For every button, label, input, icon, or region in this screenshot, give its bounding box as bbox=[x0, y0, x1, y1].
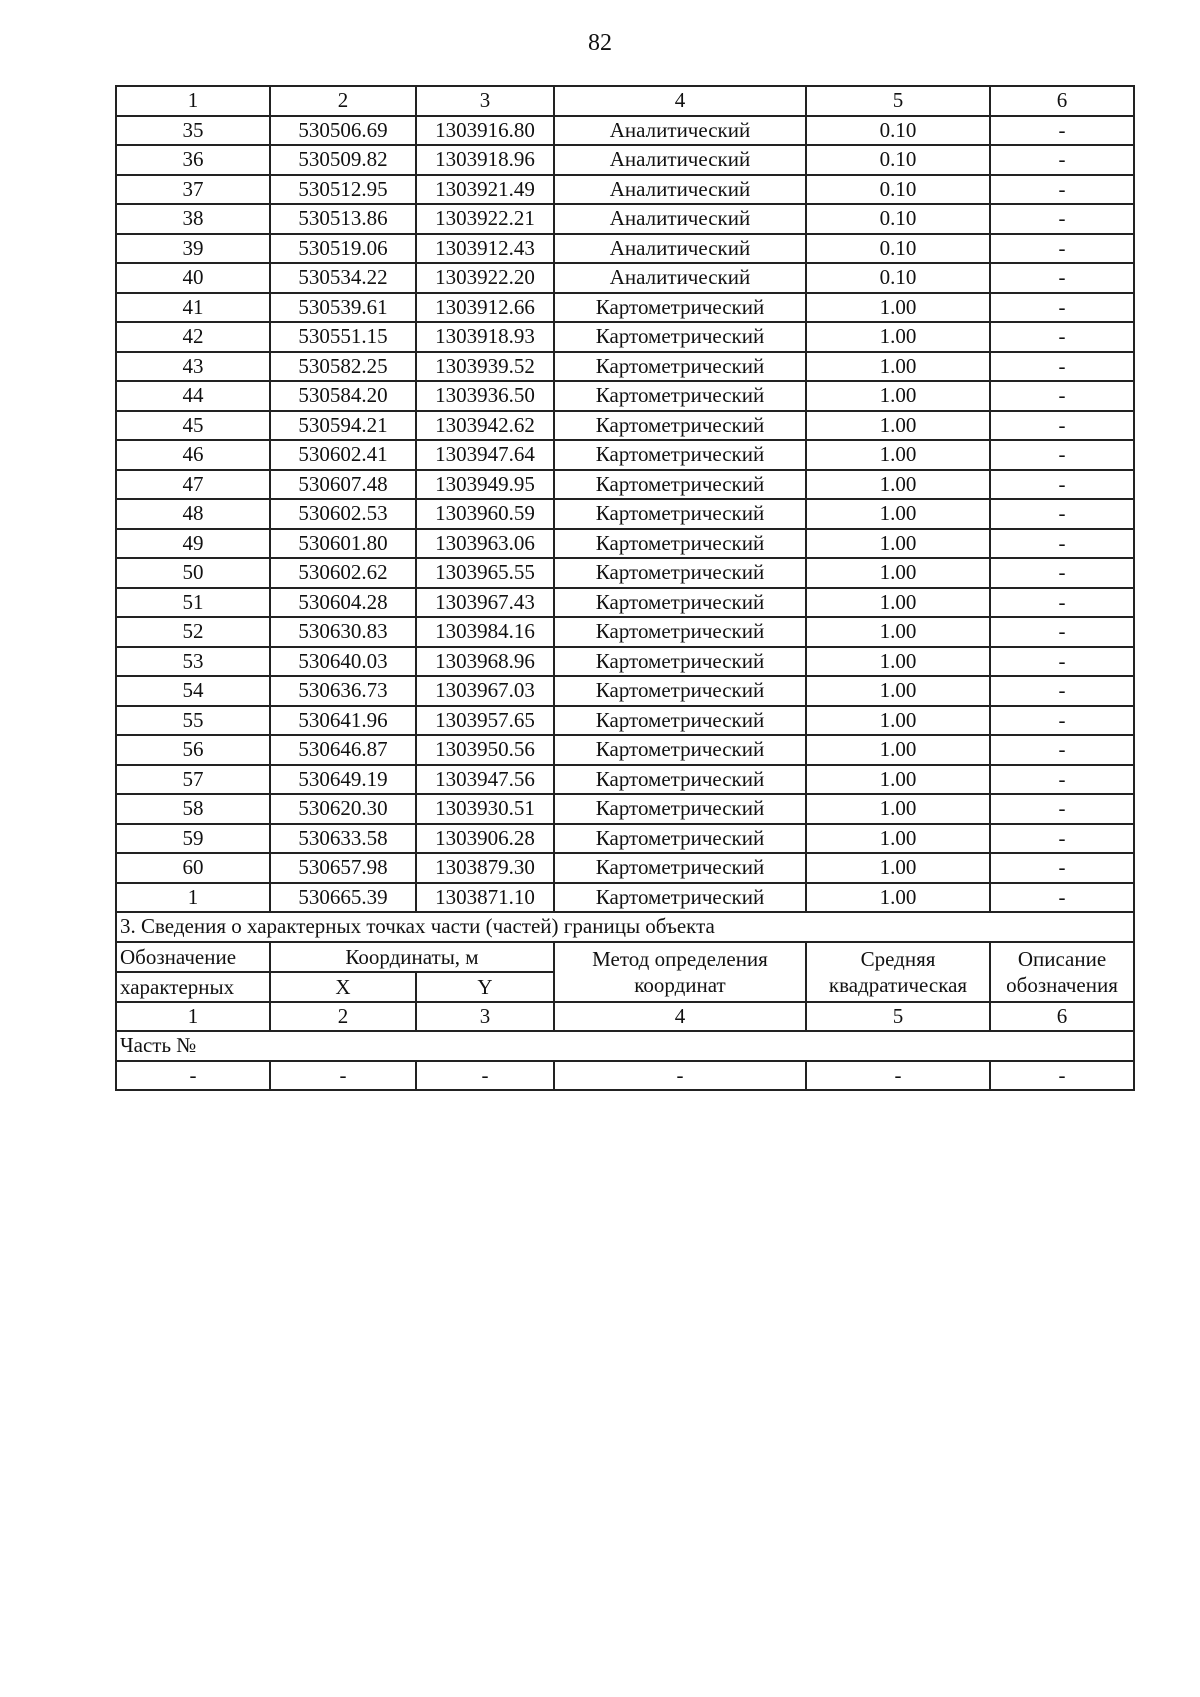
rms-error-cell: 0.10 bbox=[806, 234, 990, 264]
method-cell: Аналитический bbox=[554, 204, 806, 234]
header-x: X bbox=[270, 972, 416, 1002]
method-cell: Картометрический bbox=[554, 765, 806, 795]
empty-cell: - bbox=[416, 1061, 554, 1091]
method-cell: Картометрический bbox=[554, 617, 806, 647]
method-cell: Картометрический bbox=[554, 853, 806, 883]
method-cell: Картометрический bbox=[554, 352, 806, 382]
x-coordinate-cell: 530649.19 bbox=[270, 765, 416, 795]
description-cell: - bbox=[990, 853, 1134, 883]
rms-error-cell: 1.00 bbox=[806, 470, 990, 500]
method-cell: Картометрический bbox=[554, 322, 806, 352]
x-coordinate-cell: 530594.21 bbox=[270, 411, 416, 441]
table-row bbox=[116, 706, 1134, 736]
description-cell: - bbox=[990, 647, 1134, 677]
table-row bbox=[116, 499, 1134, 529]
rms-error-cell: 1.00 bbox=[806, 824, 990, 854]
point-number-cell: 43 bbox=[116, 352, 270, 382]
method-cell: Аналитический bbox=[554, 263, 806, 293]
point-number-cell: 50 bbox=[116, 558, 270, 588]
header-description bbox=[990, 942, 1134, 1002]
section-header-row-1 bbox=[116, 942, 1134, 972]
method-cell: Картометрический bbox=[554, 588, 806, 618]
method-cell: Картометрический bbox=[554, 824, 806, 854]
point-number-cell: 36 bbox=[116, 145, 270, 175]
rms-error-cell: 1.00 bbox=[806, 529, 990, 559]
x-coordinate-cell: 530640.03 bbox=[270, 647, 416, 677]
y-coordinate-cell: 1303922.20 bbox=[416, 263, 554, 293]
x-coordinate-cell: 530646.87 bbox=[270, 735, 416, 765]
description-cell: - bbox=[990, 588, 1134, 618]
table-row bbox=[116, 794, 1134, 824]
table-row bbox=[116, 175, 1134, 205]
method-cell: Картометрический bbox=[554, 647, 806, 677]
method-cell: Картометрический bbox=[554, 470, 806, 500]
empty-cell: - bbox=[270, 1061, 416, 1091]
description-cell: - bbox=[990, 794, 1134, 824]
description-cell: - bbox=[990, 883, 1134, 913]
point-number-cell: 49 bbox=[116, 529, 270, 559]
rms-error-cell: 1.00 bbox=[806, 617, 990, 647]
section-title-row bbox=[116, 912, 1134, 942]
method-cell: Картометрический bbox=[554, 499, 806, 529]
x-coordinate-cell: 530582.25 bbox=[270, 352, 416, 382]
empty-data-row bbox=[116, 1061, 1134, 1091]
y-coordinate-cell: 1303912.66 bbox=[416, 293, 554, 323]
description-cell: - bbox=[990, 735, 1134, 765]
point-number-cell: 44 bbox=[116, 381, 270, 411]
point-number-cell: 45 bbox=[116, 411, 270, 441]
y-coordinate-cell: 1303922.21 bbox=[416, 204, 554, 234]
description-cell: - bbox=[990, 116, 1134, 146]
rms-error-cell: 0.10 bbox=[806, 175, 990, 205]
y-coordinate-cell: 1303912.43 bbox=[416, 234, 554, 264]
method-cell: Картометрический bbox=[554, 883, 806, 913]
table-row bbox=[116, 293, 1134, 323]
point-number-cell: 56 bbox=[116, 735, 270, 765]
header-rms-line1: Средняя bbox=[860, 946, 936, 971]
point-number-cell: 57 bbox=[116, 765, 270, 795]
x-coordinate-cell: 530601.80 bbox=[270, 529, 416, 559]
description-cell: - bbox=[990, 676, 1134, 706]
description-cell: - bbox=[990, 440, 1134, 470]
header-method-line1: Метод определения bbox=[592, 946, 768, 971]
x-coordinate-cell: 530604.28 bbox=[270, 588, 416, 618]
y-coordinate-cell: 1303965.55 bbox=[416, 558, 554, 588]
description-cell: - bbox=[990, 204, 1134, 234]
table-row bbox=[116, 558, 1134, 588]
empty-cell: - bbox=[806, 1061, 990, 1091]
y-coordinate-cell: 1303879.30 bbox=[416, 853, 554, 883]
col-number: 2 bbox=[270, 1002, 416, 1032]
rms-error-cell: 1.00 bbox=[806, 293, 990, 323]
empty-cell: - bbox=[554, 1061, 806, 1091]
x-coordinate-cell: 530633.58 bbox=[270, 824, 416, 854]
rms-error-cell: 1.00 bbox=[806, 499, 990, 529]
y-coordinate-cell: 1303960.59 bbox=[416, 499, 554, 529]
rms-error-cell: 1.00 bbox=[806, 647, 990, 677]
y-coordinate-cell: 1303957.65 bbox=[416, 706, 554, 736]
header-designation-line1: Обозначение bbox=[116, 942, 270, 972]
y-coordinate-cell: 1303921.49 bbox=[416, 175, 554, 205]
y-coordinate-cell: 1303939.52 bbox=[416, 352, 554, 382]
rms-error-cell: 1.00 bbox=[806, 676, 990, 706]
method-cell: Картометрический bbox=[554, 440, 806, 470]
description-cell: - bbox=[990, 322, 1134, 352]
x-coordinate-cell: 530519.06 bbox=[270, 234, 416, 264]
rms-error-cell: 1.00 bbox=[806, 381, 990, 411]
point-number-cell: 58 bbox=[116, 794, 270, 824]
table-row bbox=[116, 263, 1134, 293]
y-coordinate-cell: 1303930.51 bbox=[416, 794, 554, 824]
table-row bbox=[116, 204, 1134, 234]
x-coordinate-cell: 530584.20 bbox=[270, 381, 416, 411]
y-coordinate-cell: 1303967.03 bbox=[416, 676, 554, 706]
x-coordinate-cell: 530607.48 bbox=[270, 470, 416, 500]
description-cell: - bbox=[990, 381, 1134, 411]
header-description-line2: обозначения bbox=[1006, 972, 1118, 997]
method-cell: Картометрический bbox=[554, 735, 806, 765]
table-row bbox=[116, 588, 1134, 618]
table-row bbox=[116, 617, 1134, 647]
method-cell: Картометрический bbox=[554, 794, 806, 824]
header-coordinates: Координаты, м bbox=[270, 942, 554, 972]
table-row bbox=[116, 352, 1134, 382]
table-row bbox=[116, 824, 1134, 854]
col-number: 5 bbox=[806, 1002, 990, 1032]
description-cell: - bbox=[990, 352, 1134, 382]
section-col-number-row bbox=[116, 1002, 1134, 1032]
method-cell: Картометрический bbox=[554, 558, 806, 588]
y-coordinate-cell: 1303871.10 bbox=[416, 883, 554, 913]
col-number: 4 bbox=[554, 86, 806, 116]
x-coordinate-cell: 530602.53 bbox=[270, 499, 416, 529]
table-row bbox=[116, 116, 1134, 146]
table-row bbox=[116, 322, 1134, 352]
page-number: 82 bbox=[588, 30, 612, 56]
rms-error-cell: 1.00 bbox=[806, 558, 990, 588]
header-rms-line2: квадратическая bbox=[828, 972, 968, 997]
table-row bbox=[116, 676, 1134, 706]
rms-error-cell: 1.00 bbox=[806, 411, 990, 441]
x-coordinate-cell: 530641.96 bbox=[270, 706, 416, 736]
rms-error-cell: 1.00 bbox=[806, 322, 990, 352]
section-title: 3. Сведения о характерных точках части (частей) границы объекта bbox=[116, 912, 1134, 942]
y-coordinate-cell: 1303963.06 bbox=[416, 529, 554, 559]
x-coordinate-cell: 530602.41 bbox=[270, 440, 416, 470]
x-coordinate-cell: 530665.39 bbox=[270, 883, 416, 913]
y-coordinate-cell: 1303968.96 bbox=[416, 647, 554, 677]
y-coordinate-cell: 1303949.95 bbox=[416, 470, 554, 500]
point-number-cell: 38 bbox=[116, 204, 270, 234]
rms-error-cell: 1.00 bbox=[806, 706, 990, 736]
y-coordinate-cell: 1303906.28 bbox=[416, 824, 554, 854]
table-row bbox=[116, 529, 1134, 559]
header-description-line1: Описание bbox=[1017, 946, 1107, 971]
description-cell: - bbox=[990, 470, 1134, 500]
table-row bbox=[116, 145, 1134, 175]
col-number: 3 bbox=[416, 86, 554, 116]
x-coordinate-cell: 530534.22 bbox=[270, 263, 416, 293]
col-number: 3 bbox=[416, 1002, 554, 1032]
boundary-points-table bbox=[115, 85, 1135, 1091]
y-coordinate-cell: 1303967.43 bbox=[416, 588, 554, 618]
x-coordinate-cell: 530539.61 bbox=[270, 293, 416, 323]
point-number-cell: 55 bbox=[116, 706, 270, 736]
y-coordinate-cell: 1303918.93 bbox=[416, 322, 554, 352]
header-rms bbox=[806, 942, 990, 1002]
method-cell: Картометрический bbox=[554, 293, 806, 323]
col-number: 6 bbox=[990, 1002, 1134, 1032]
point-number-cell: 60 bbox=[116, 853, 270, 883]
point-number-cell: 39 bbox=[116, 234, 270, 264]
rms-error-cell: 1.00 bbox=[806, 735, 990, 765]
col-number: 6 bbox=[990, 86, 1134, 116]
point-number-cell: 46 bbox=[116, 440, 270, 470]
method-cell: Картометрический bbox=[554, 529, 806, 559]
method-cell: Аналитический bbox=[554, 116, 806, 146]
table-row bbox=[116, 234, 1134, 264]
y-coordinate-cell: 1303918.96 bbox=[416, 145, 554, 175]
point-number-cell: 42 bbox=[116, 322, 270, 352]
x-coordinate-cell: 530512.95 bbox=[270, 175, 416, 205]
header-designation-line2: характерных bbox=[116, 972, 270, 1002]
method-cell: Аналитический bbox=[554, 145, 806, 175]
description-cell: - bbox=[990, 263, 1134, 293]
point-number-cell: 48 bbox=[116, 499, 270, 529]
header-method-line2: координат bbox=[634, 972, 726, 997]
method-cell: Картометрический bbox=[554, 676, 806, 706]
point-number-cell: 53 bbox=[116, 647, 270, 677]
point-number-cell: 59 bbox=[116, 824, 270, 854]
empty-cell: - bbox=[116, 1061, 270, 1091]
part-label: Часть № bbox=[116, 1031, 1134, 1061]
description-cell: - bbox=[990, 617, 1134, 647]
point-number-cell: 35 bbox=[116, 116, 270, 146]
table-row bbox=[116, 647, 1134, 677]
description-cell: - bbox=[990, 499, 1134, 529]
description-cell: - bbox=[990, 145, 1134, 175]
table-row bbox=[116, 470, 1134, 500]
col-number: 5 bbox=[806, 86, 990, 116]
description-cell: - bbox=[990, 529, 1134, 559]
point-number-cell: 52 bbox=[116, 617, 270, 647]
method-cell: Аналитический bbox=[554, 234, 806, 264]
point-number-cell: 1 bbox=[116, 883, 270, 913]
point-number-cell: 51 bbox=[116, 588, 270, 618]
x-coordinate-cell: 530551.15 bbox=[270, 322, 416, 352]
table-row bbox=[116, 853, 1134, 883]
rms-error-cell: 1.00 bbox=[806, 588, 990, 618]
rms-error-cell: 0.10 bbox=[806, 116, 990, 146]
x-coordinate-cell: 530620.30 bbox=[270, 794, 416, 824]
description-cell: - bbox=[990, 293, 1134, 323]
method-cell: Картометрический bbox=[554, 411, 806, 441]
x-coordinate-cell: 530513.86 bbox=[270, 204, 416, 234]
rms-error-cell: 0.10 bbox=[806, 145, 990, 175]
y-coordinate-cell: 1303936.50 bbox=[416, 381, 554, 411]
point-number-cell: 41 bbox=[116, 293, 270, 323]
column-number-row bbox=[116, 86, 1134, 116]
description-cell: - bbox=[990, 175, 1134, 205]
point-number-cell: 47 bbox=[116, 470, 270, 500]
rms-error-cell: 1.00 bbox=[806, 883, 990, 913]
rms-error-cell: 1.00 bbox=[806, 853, 990, 883]
table-row bbox=[116, 440, 1134, 470]
point-number-cell: 37 bbox=[116, 175, 270, 205]
col-number: 2 bbox=[270, 86, 416, 116]
x-coordinate-cell: 530509.82 bbox=[270, 145, 416, 175]
method-cell: Картометрический bbox=[554, 381, 806, 411]
part-label-row bbox=[116, 1031, 1134, 1061]
method-cell: Аналитический bbox=[554, 175, 806, 205]
rms-error-cell: 1.00 bbox=[806, 440, 990, 470]
header-method bbox=[554, 942, 806, 1002]
y-coordinate-cell: 1303984.16 bbox=[416, 617, 554, 647]
col-number: 1 bbox=[116, 86, 270, 116]
y-coordinate-cell: 1303947.64 bbox=[416, 440, 554, 470]
description-cell: - bbox=[990, 824, 1134, 854]
y-coordinate-cell: 1303916.80 bbox=[416, 116, 554, 146]
description-cell: - bbox=[990, 558, 1134, 588]
description-cell: - bbox=[990, 234, 1134, 264]
table-row bbox=[116, 381, 1134, 411]
rms-error-cell: 1.00 bbox=[806, 794, 990, 824]
rms-error-cell: 0.10 bbox=[806, 204, 990, 234]
point-number-cell: 54 bbox=[116, 676, 270, 706]
empty-cell: - bbox=[990, 1061, 1134, 1091]
description-cell: - bbox=[990, 706, 1134, 736]
table-row bbox=[116, 765, 1134, 795]
rms-error-cell: 1.00 bbox=[806, 765, 990, 795]
header-y: Y bbox=[416, 972, 554, 1002]
y-coordinate-cell: 1303950.56 bbox=[416, 735, 554, 765]
x-coordinate-cell: 530602.62 bbox=[270, 558, 416, 588]
table-row bbox=[116, 735, 1134, 765]
x-coordinate-cell: 530657.98 bbox=[270, 853, 416, 883]
table-row bbox=[116, 883, 1134, 913]
rms-error-cell: 0.10 bbox=[806, 263, 990, 293]
method-cell: Картометрический bbox=[554, 706, 806, 736]
rms-error-cell: 1.00 bbox=[806, 352, 990, 382]
description-cell: - bbox=[990, 411, 1134, 441]
col-number: 1 bbox=[116, 1002, 270, 1032]
table-row bbox=[116, 411, 1134, 441]
x-coordinate-cell: 530506.69 bbox=[270, 116, 416, 146]
x-coordinate-cell: 530630.83 bbox=[270, 617, 416, 647]
col-number: 4 bbox=[554, 1002, 806, 1032]
y-coordinate-cell: 1303942.62 bbox=[416, 411, 554, 441]
y-coordinate-cell: 1303947.56 bbox=[416, 765, 554, 795]
x-coordinate-cell: 530636.73 bbox=[270, 676, 416, 706]
description-cell: - bbox=[990, 765, 1134, 795]
point-number-cell: 40 bbox=[116, 263, 270, 293]
